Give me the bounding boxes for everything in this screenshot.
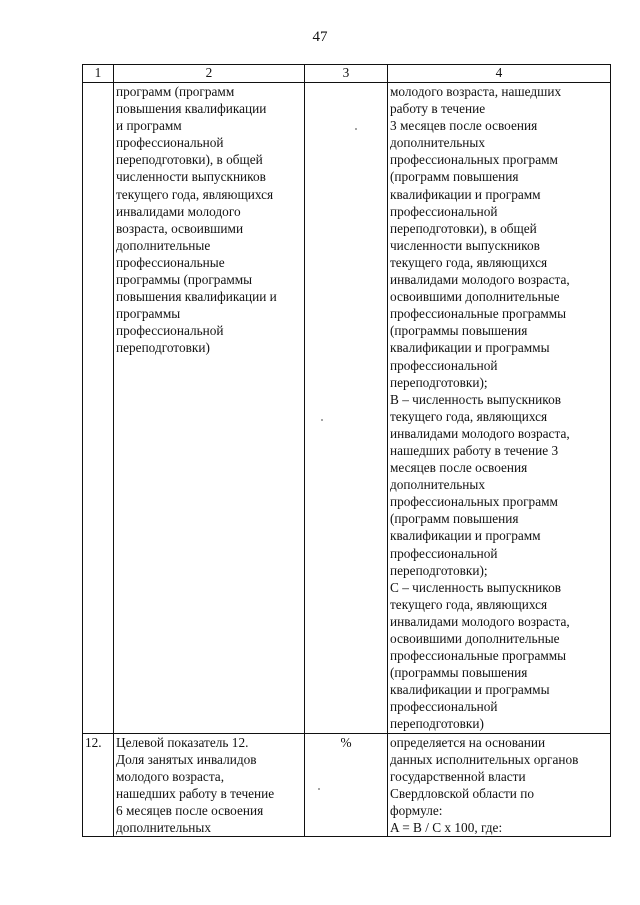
unit-cell bbox=[305, 83, 388, 734]
row-number-cell: 12. bbox=[83, 733, 114, 837]
scan-speck bbox=[321, 419, 323, 421]
calculation-method-cell: определяется на основании данных исполнительных органов государственной власти Свердловской области по формуле: A = B / C x 100, где: bbox=[388, 733, 611, 837]
indicator-name-cell: Целевой показатель 12. Доля занятых инвалидов молодого возраста, нашедших работу в течение 6 месяцев после освоения дополнительных bbox=[114, 733, 305, 837]
table-header-row bbox=[83, 65, 611, 83]
column-header-1: 1 bbox=[83, 65, 114, 83]
indicator-name-cell: программ (программ повышения квалификации и программ профессиональной переподготовки), в общей численности выпускников текущего года, являющихся инвалидами молодого возраста, освоившими дополнительные профессиональные программы (программы повышения квалификации и программы профессиональной переподготовки) bbox=[114, 83, 305, 734]
row-number-cell bbox=[83, 83, 114, 734]
table-row bbox=[83, 733, 611, 837]
column-header-2: 2 bbox=[114, 65, 305, 83]
column-header-4: 4 bbox=[388, 65, 611, 83]
indicator-table bbox=[82, 64, 611, 837]
scan-speck bbox=[318, 788, 320, 790]
unit-cell: % bbox=[305, 733, 388, 837]
calculation-method-cell: молодого возраста, нашедших работу в течение 3 месяцев после освоения дополнительных профессиональных программ (программ повышения квалификации и программ профессиональной переподготовки), в общей численности выпускников текущего года, являющихся инвалидами молодого возраста, освоившими дополнительные профессиональные программы (программы повышения квалификации и программы профессиональной переподготовки); В – численность выпускников текущего года, являющихся инвалидами молодого возраста, нашедших работу в течение 3 месяцев после освоения дополнительных профессиональных программ (программ повышения квалификации и программ профессиональной переподготовки); С – численность выпускников текущего года, являющихся инвалидами молодого возраста, освоившими дополнительные профессиональные программы (программы повышения квалификации и программы профессиональной переподготовки) bbox=[388, 83, 611, 734]
page-number: 47 bbox=[312, 29, 328, 45]
scan-speck bbox=[355, 128, 357, 130]
table-row bbox=[83, 83, 611, 734]
column-header-3: 3 bbox=[305, 65, 388, 83]
